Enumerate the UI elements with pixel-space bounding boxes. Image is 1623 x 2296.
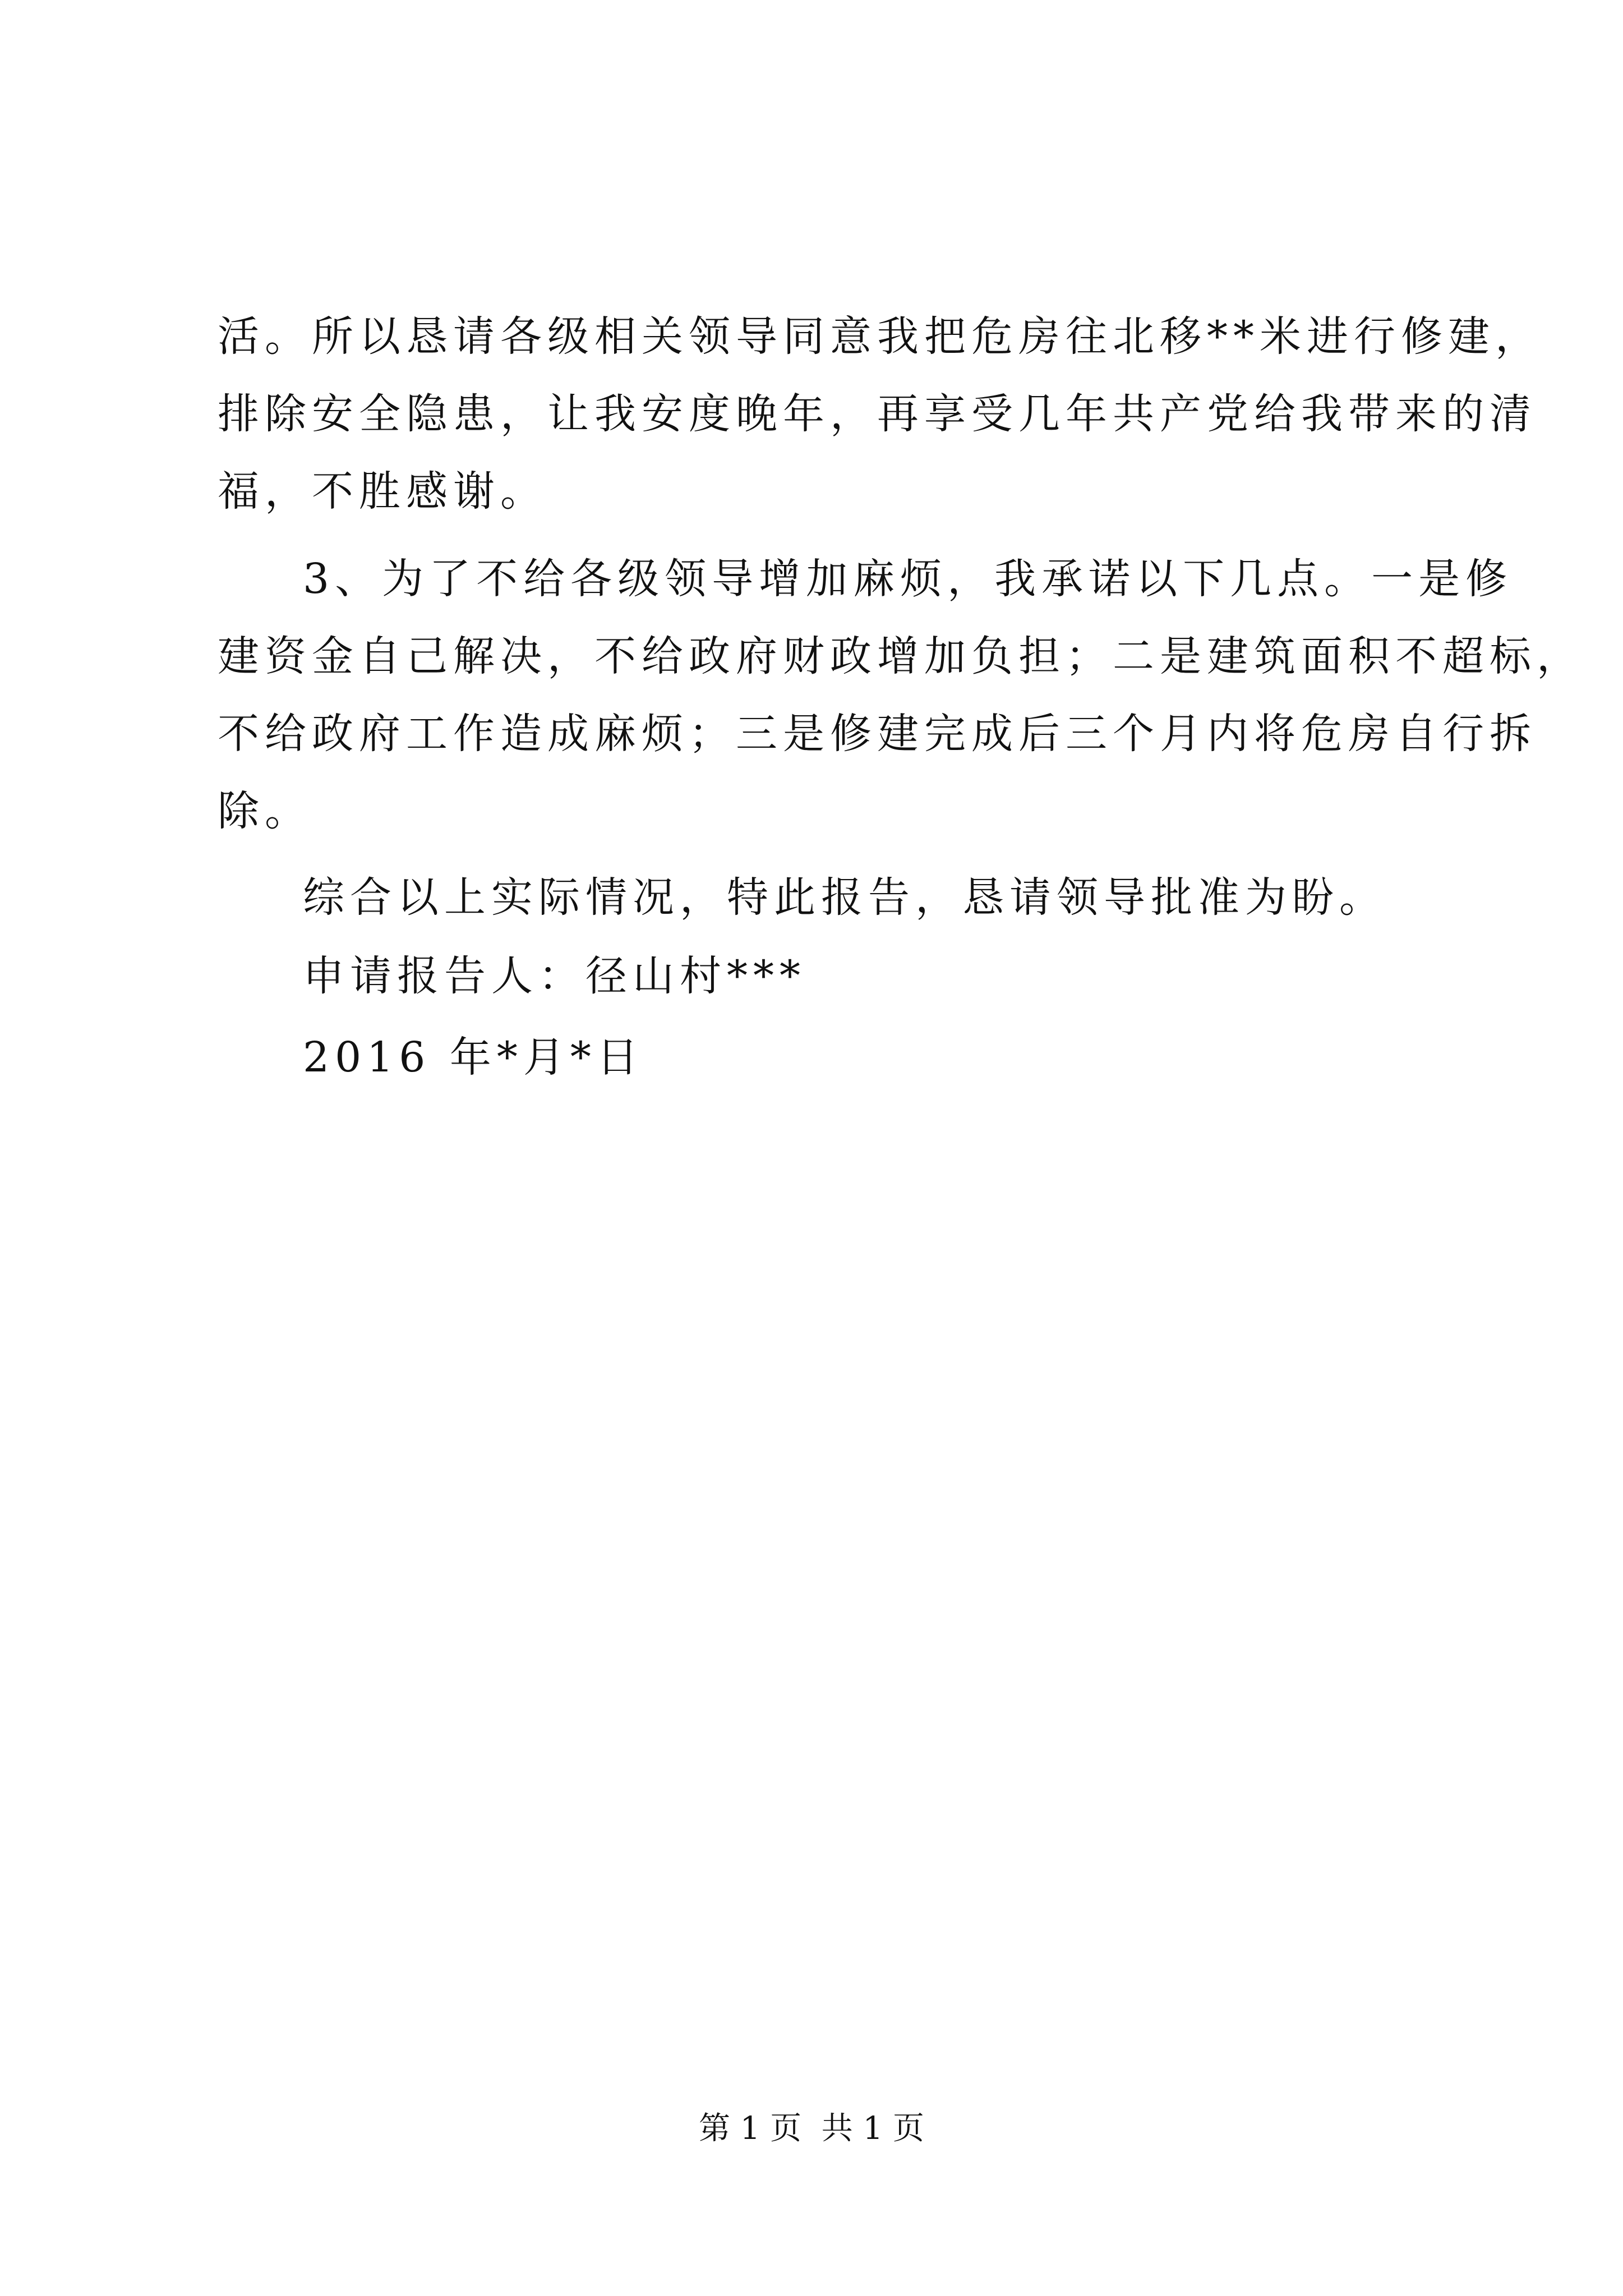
- body-line: 除。: [218, 787, 312, 835]
- body-line: 排除安全隐患，让我安度晚年，再享受几年共产党给我带来的清: [218, 390, 1537, 438]
- closing-statement: 综合以上实际情况，特此报告，恳请领导批准为盼。: [303, 873, 1386, 922]
- page-number-footer: 第 1 页 共 1 页: [698, 2110, 925, 2147]
- body-line: 不给政府工作造成麻烦；三是修建完成后三个月内将危房自行拆: [218, 710, 1537, 758]
- date-line: 2016 年*月*日: [303, 1033, 644, 1082]
- body-line: 3、为了不给各级领导增加麻烦，我承诺以下几点。一是修: [303, 555, 1513, 603]
- body-line: 福，不胜感谢。: [218, 467, 547, 516]
- applicant-signature: 申请报告人：径山村***: [303, 952, 806, 1000]
- body-line: 活。所以恳请各级相关领导同意我把危房往北移**米进行修建，: [218, 312, 1542, 361]
- body-line: 建资金自己解决，不给政府财政增加负担；二是建筑面积不超标，: [218, 632, 1584, 680]
